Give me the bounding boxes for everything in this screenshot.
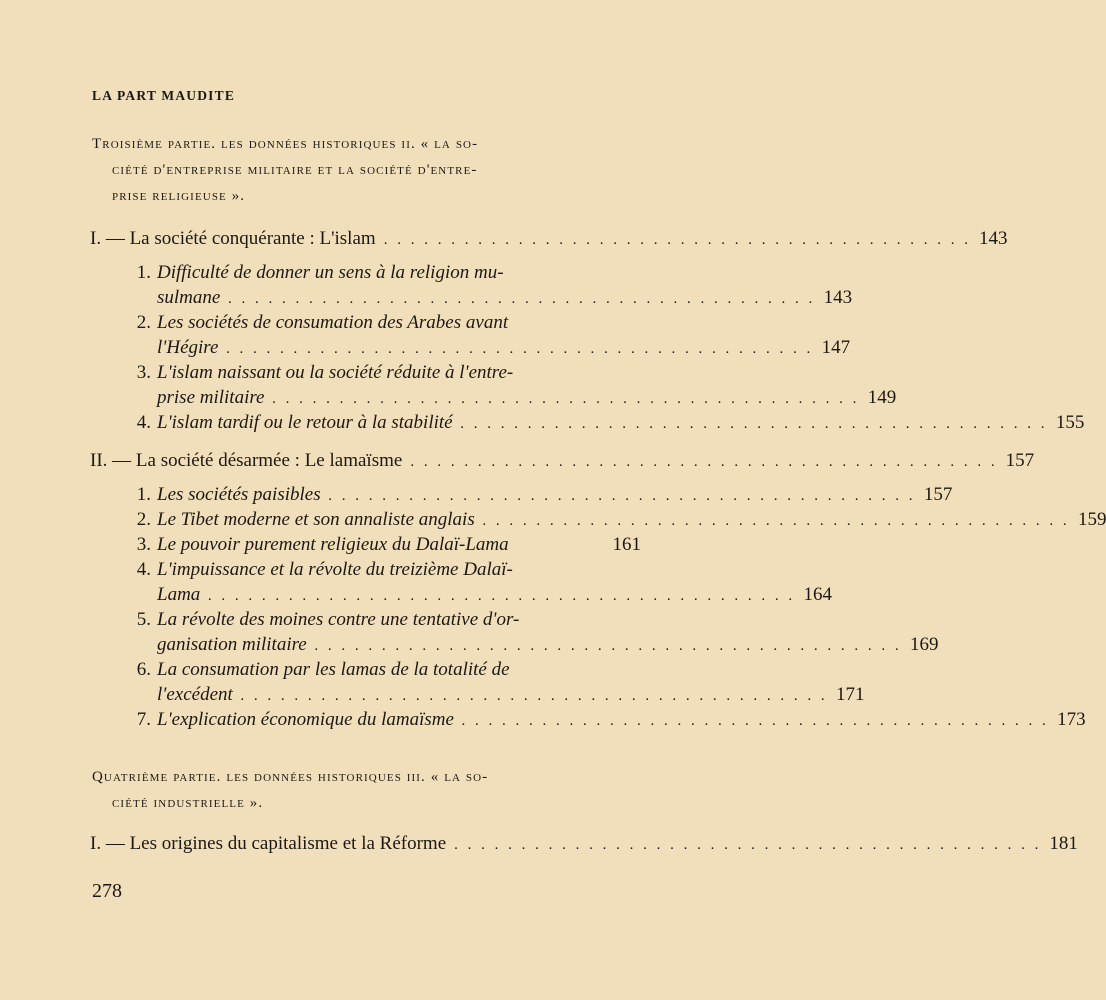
entry-title: Difficulté de donner un sens à la religion mu- <box>157 262 504 283</box>
entry-number: 4. <box>136 559 151 580</box>
part-four-heading <box>92 764 640 816</box>
leader-dots: . . . . . . . . . . . . . . . . . . . . . . . . . . . . . . . . . . . . . . . . . . . . <box>383 232 971 248</box>
leader-dots: . . . . . . . . . . . . . . . . . . . . . . . . . . . . . . . . . . . . . . . . . . . . <box>208 588 796 604</box>
leader-dots: . . . . . . . . . . . . . . . . . . . . . . . . . . . . . . . . . . . . . . . . . . . . <box>460 416 1048 432</box>
entry-number: 2. <box>136 312 151 333</box>
page-number: 149 <box>867 387 897 408</box>
page-folio: 278 <box>92 880 122 902</box>
leader-dots: . . . . . . . . . . . . . . . . . . . . . . . . . . . . . . . . . . . . . . . . . . . . <box>454 837 1042 853</box>
entry-title: Le Tibet moderne et son annaliste anglais <box>157 509 475 530</box>
page-number: 143 <box>823 287 853 308</box>
page-number: 155 <box>1055 412 1085 433</box>
toc-entry[interactable] <box>125 412 1085 437</box>
entry-title: La consumation par les lamas de la totalité de <box>157 659 510 680</box>
toc-entry[interactable] <box>125 709 1086 734</box>
page-number: 157 <box>1005 450 1035 471</box>
entry-title-cont: sulmane <box>157 287 221 308</box>
toc-section-capitalisme[interactable] <box>90 833 1078 859</box>
toc-entry[interactable] <box>125 609 939 659</box>
section-title: I. — La société conquérante : L'islam <box>90 228 376 249</box>
entry-number: 7. <box>136 709 151 730</box>
page-number: 164 <box>803 584 833 605</box>
entry-title-cont: ganisation militaire <box>157 634 307 655</box>
page-number: 171 <box>836 684 865 705</box>
heading-line: Quatrième partie. les données historiques iii. « la so- <box>92 769 489 785</box>
entry-title: L'explication économique du lamaïsme <box>157 709 454 730</box>
leader-dots: . . . . . . . . . . . . . . . . . . . . . . . . . . . . . . . . . . . . . . . . . . . . <box>410 454 998 470</box>
heading-line: Troisième partie. les données historiques ii. « la so- <box>92 136 479 152</box>
entry-number: 1. <box>136 262 151 283</box>
entry-title-cont: Lama <box>157 584 201 605</box>
toc-section-lamaisme[interactable] <box>90 450 1035 476</box>
page-number: 173 <box>1057 709 1086 730</box>
toc-entry[interactable] <box>125 659 865 709</box>
page-number: 143 <box>978 228 1008 249</box>
entry-title: Les sociétés de consumation des Arabes avant <box>157 312 509 333</box>
page-number: 169 <box>909 634 939 655</box>
entry-number: 4. <box>136 412 151 433</box>
page-number: 157 <box>923 484 953 505</box>
entry-number: 6. <box>136 659 151 680</box>
entry-title: L'islam tardif ou le retour à la stabilité <box>157 412 453 433</box>
toc-section-islam[interactable] <box>90 228 1008 254</box>
entry-number: 3. <box>136 362 151 383</box>
toc-entry[interactable] <box>125 362 897 412</box>
entry-number: 3. <box>136 534 151 555</box>
leader-dots: . . . . . . . . . . . . . . . . . . . . . . . . . . . . . . . . . . . . . . . . . . . . <box>461 713 1050 729</box>
toc-entry[interactable] <box>125 534 641 559</box>
leader-dots: . . . . . . . . . . . . . . . . . . . . . . . . . . . . . . . . . . . . . . . . . . . . <box>328 488 916 504</box>
section-title: I. — Les origines du capitalisme et la Réforme <box>90 833 447 854</box>
section-title: II. — La société désarmée : Le lamaïsme <box>90 450 403 471</box>
entry-title-cont: l'excédent <box>157 684 233 705</box>
leader-dots: . . . . . . . . . . . . . . . . . . . . . . . . . . . . . . . . . . . . . . . . . . . . <box>226 341 814 357</box>
page-number: 161 <box>612 534 641 555</box>
entry-number: 2. <box>136 509 151 530</box>
leader-dots: . . . . . . . . . . . . . . . . . . . . . . . . . . . . . . . . . . . . . . . . . . . . <box>240 688 829 704</box>
toc-entry[interactable] <box>125 559 833 609</box>
entry-title: L'islam naissant ou la société réduite à l'entre- <box>157 362 514 383</box>
entry-title: Les sociétés paisibles <box>157 484 321 505</box>
leader-dots: . . . . . . . . . . . . . . . . . . . . . . . . . . . . . . . . . . . . . . . . . . . . <box>228 291 816 307</box>
heading-line: prise religieuse ». <box>112 188 246 204</box>
entry-title-cont: l'Hégire <box>157 337 219 358</box>
toc-entry[interactable] <box>125 484 953 509</box>
entry-title: L'impuissance et la révolte du treizième Dalaï- <box>157 559 513 580</box>
heading-line: ciété industrielle ». <box>112 795 264 811</box>
part-three-heading <box>92 131 640 209</box>
leader-dots: . . . . . . . . . . . . . . . . . . . . . . . . . . . . . . . . . . . . . . . . . . . . <box>482 513 1070 529</box>
entry-number: 5. <box>136 609 151 630</box>
toc-entry[interactable] <box>125 262 853 312</box>
entry-title-cont: prise militaire <box>157 387 265 408</box>
entry-title: Le pouvoir purement religieux du Dalaï-Lama <box>157 534 509 555</box>
running-head: LA PART MAUDITE <box>92 88 236 103</box>
toc-entry[interactable] <box>125 312 851 362</box>
toc-entry[interactable] <box>125 509 1106 534</box>
page-number: 147 <box>821 337 851 358</box>
page-number: 159 <box>1077 509 1106 530</box>
leader-dots: . . . . . . . . . . . . . . . . . . . . . . . . . . . . . . . . . . . . . . . . . . . . <box>314 638 902 654</box>
leader-dots: . . . . . . . . . . . . . . . . . . . . . . . . . . . . . . . . . . . . . . . . . . . . <box>272 391 860 407</box>
page-number: 181 <box>1049 833 1078 854</box>
entry-title: La révolte des moines contre une tentative d'or- <box>157 609 520 630</box>
entry-number: 1. <box>136 484 151 505</box>
heading-line: ciété d'entreprise militaire et la société d'entre- <box>112 162 478 178</box>
